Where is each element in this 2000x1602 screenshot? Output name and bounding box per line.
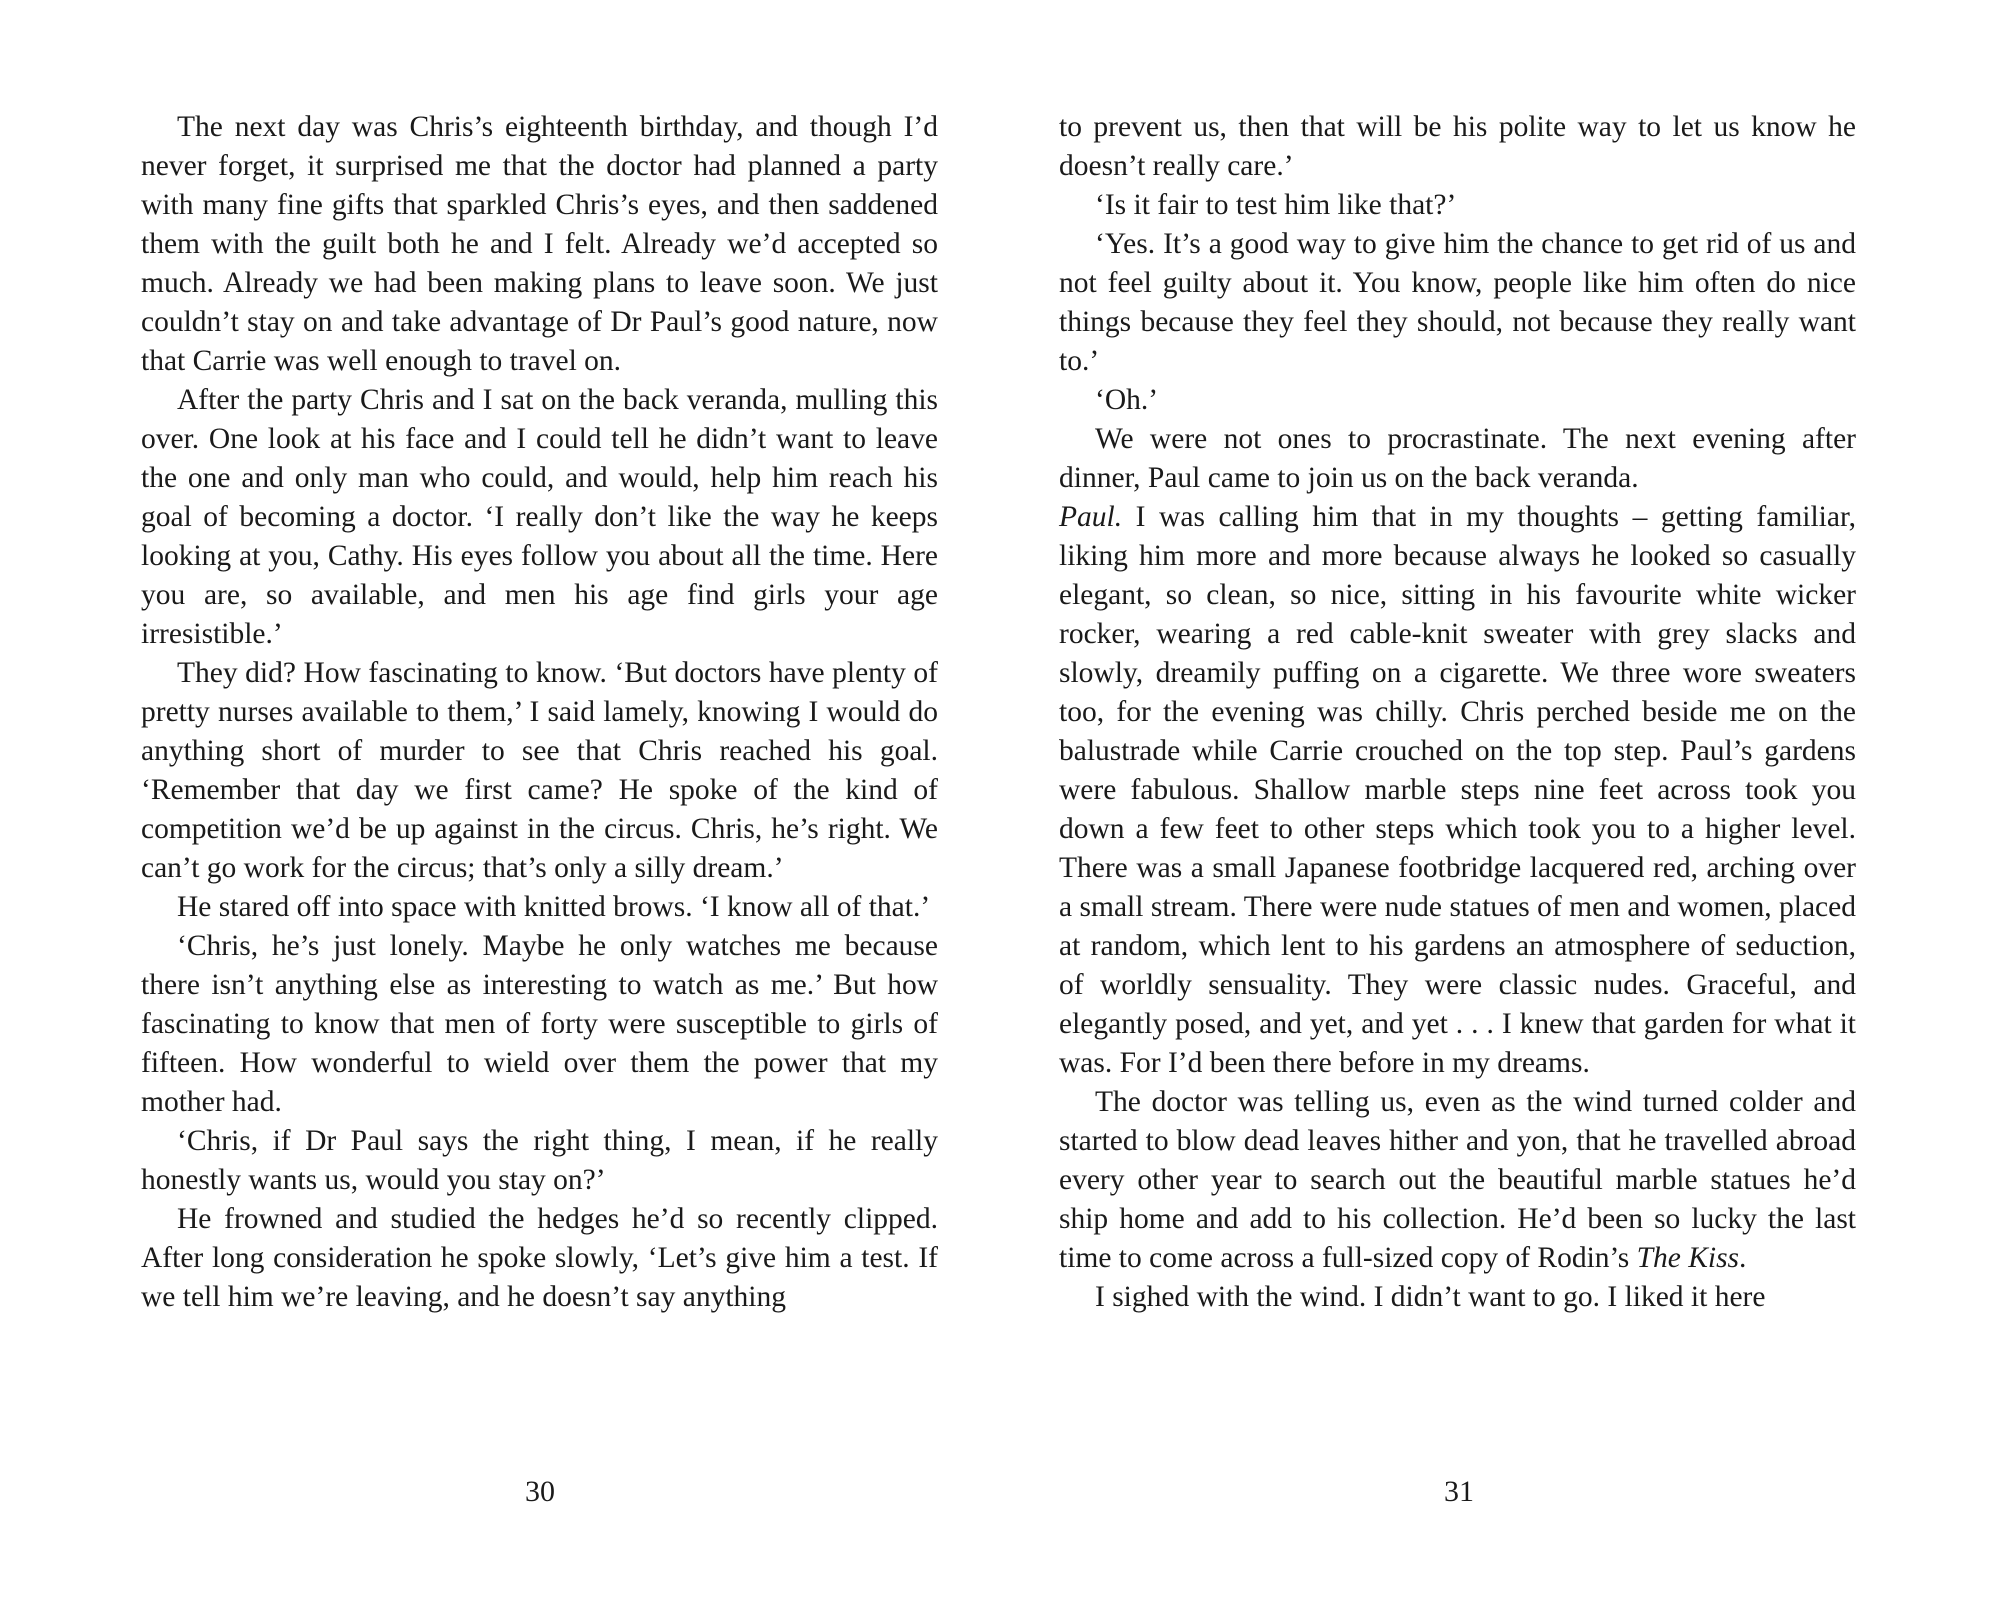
paragraph: ‘Chris, if Dr Paul says the right thing, I mean, if he really honestly wants us, would you stay on?’ bbox=[141, 1125, 938, 1196]
paragraph-continued: to prevent us, then that will be his polite way to let us know he doesn’t really care.’ bbox=[1059, 111, 1856, 182]
italic-name: Paul. bbox=[1059, 501, 1123, 533]
italic-title: The Kiss bbox=[1636, 1242, 1740, 1274]
paragraph: They did? How fascinating to know. ‘But doctors have plenty of pretty nurses available to them,’ I said lamely, knowing I would do anything short of murder to see that Chris reached his goal. ‘Remember that day we first came? He spoke of the kind of competition we’d be up against in the circus. Chris, he’s right. We can’t go work for the circus; that’s only a silly dream.’ bbox=[141, 657, 938, 884]
paragraph: He frowned and studied the hedges he’d so recently clipped. After long consideration he spoke slowly, ‘Let’s give him a test. If we tell him we’re leaving, and he doesn’t say anything bbox=[141, 1203, 938, 1313]
paragraph: ‘Oh.’ bbox=[1095, 384, 1159, 416]
paragraph: I sighed with the wind. I didn’t want to go. I liked it here bbox=[1095, 1281, 1766, 1313]
page-number-right: 31 bbox=[1444, 1475, 1474, 1508]
paragraph-text: . bbox=[1739, 1242, 1747, 1274]
paragraph: After the party Chris and I sat on the back veranda, mulling this over. One look at his face and I could tell he didn’t want to leave the one and only man who could, and would, help him reach his goal of becoming a doctor. ‘I really don’t like the way he keeps looking at you, Cathy. His eyes follow you about all the time. Here you are, so available, and men his age find girls your age irresistible.’ bbox=[141, 384, 938, 650]
paragraph: We were not ones to procrastinate. The next evening after dinner, Paul came to join us on the back veranda. bbox=[1059, 423, 1856, 494]
paragraph bbox=[1059, 1083, 1856, 1278]
paragraph: ‘Chris, he’s just lonely. Maybe he only watches me because there isn’t anything else as interesting to watch as me.’ But how fascinating to know that men of forty were susceptible to girls of fifteen. How wonderful to wield over them the power that my mother had. bbox=[141, 930, 938, 1118]
paragraph-text: I was calling him that in my thoughts – getting familiar, liking him more and more because always he looked so casually elegant, so clean, so nice, sitting in his favourite white wicker rocker, wearing a red cable-knit sweater with grey slacks and slowly, dreamily puffing on a cigarette. We three wore sweaters too, for the evening was chilly. Chris perched beside me on the balustrade while Carrie crouched on the top step. Paul’s gardens were fabulous. Shallow marble steps nine feet across took you down a few feet to other steps which took you to a higher level. There was a small Japanese footbridge lacquered red, arching over a small stream. There were nude statues of men and women, placed at random, which lent to his gardens an atmosphere of seduction, of worldly sensuality. They were classic nudes. Graceful, and elegantly posed, and yet, and yet . . . I knew that garden for what it was. For I’d been there before in my dreams. bbox=[1059, 501, 1856, 1079]
paragraph: ‘Is it fair to test him like that?’ bbox=[1095, 189, 1457, 221]
left-page bbox=[141, 108, 938, 1317]
paragraph-text: The doctor was telling us, even as the wind turned colder and started to blow dead leaves hither and yon, that he travelled abroad every other year to search out the beautiful marble statues he’d ship home and add to his collection. He’d been so lucky the last time to come across a full-sized copy of Rodin’s bbox=[1059, 1086, 1856, 1274]
page-number-left: 30 bbox=[525, 1475, 555, 1508]
paragraph: ‘Yes. It’s a good way to give him the chance to get rid of us and not feel guilty about it. You know, people like him often do nice things because they feel they should, not because they really want to.’ bbox=[1059, 228, 1856, 377]
paragraph bbox=[1059, 498, 1856, 1083]
paragraph: The next day was Chris’s eighteenth birthday, and though I’d never forget, it surprised me that the doctor had planned a party with many fine gifts that sparkled Chris’s eyes, and then saddened them with the guilt both he and I felt. Already we’d accepted so much. Already we had been making plans to leave soon. We just couldn’t stay on and take advantage of Dr Paul’s good nature, now that Carrie was well enough to travel on. bbox=[141, 111, 938, 377]
right-page bbox=[1059, 108, 1856, 1317]
paragraph: He stared off into space with knitted brows. ‘I know all of that.’ bbox=[177, 891, 931, 923]
